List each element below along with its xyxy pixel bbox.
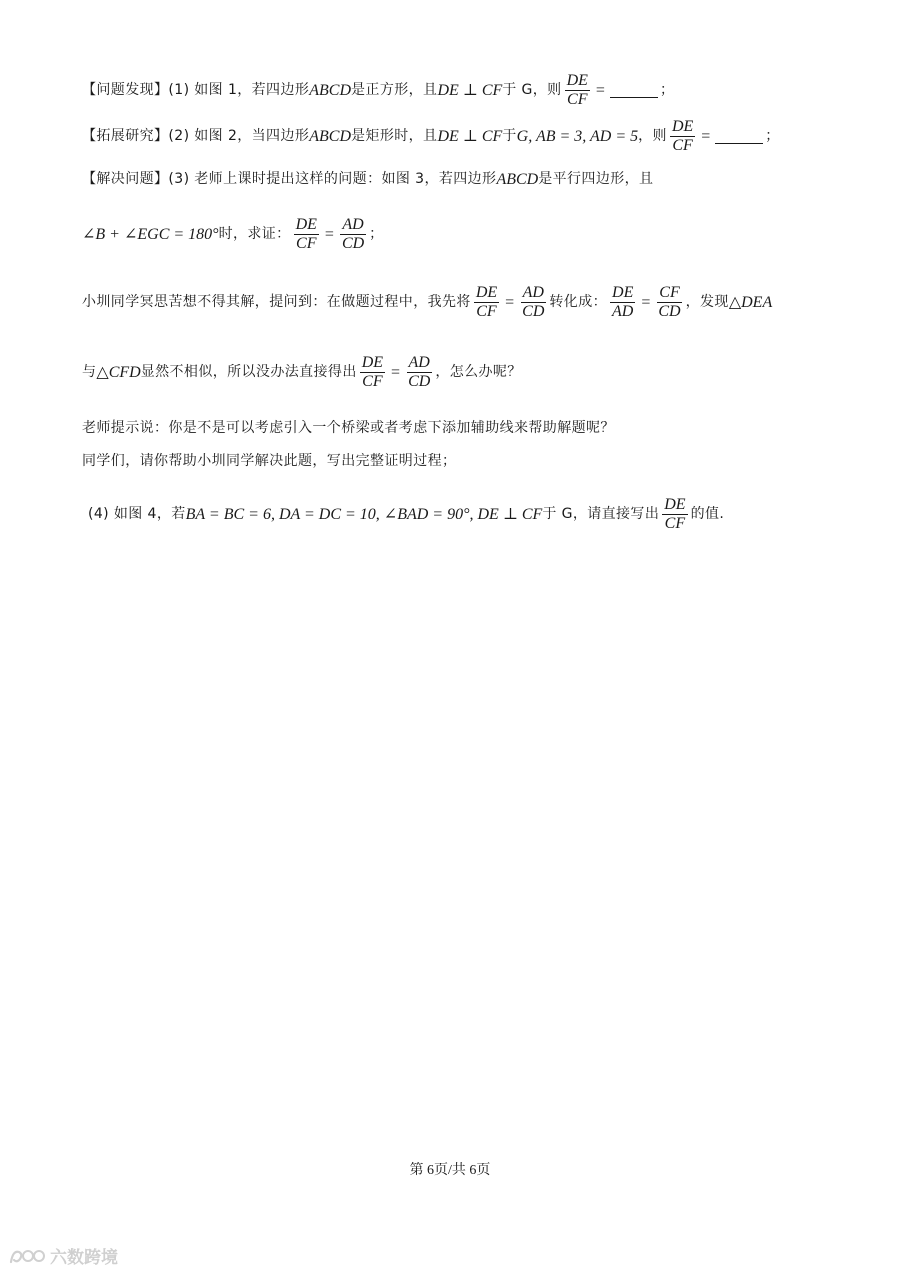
q3-condition: ∠B + ∠EGC = 180° — [82, 226, 219, 244]
q4-condition: BA = BC = 6, DA = DC = 10, ∠BAD = 90°, DE ⊥ CF — [185, 506, 543, 524]
xz-triangle-dea: △DEA — [728, 294, 773, 312]
q2-fraction-numerator: DE — [670, 118, 695, 137]
q3-fraction-2 — [340, 216, 366, 254]
q2-answer-blank — [715, 129, 763, 144]
q4-text-pre: (4) 如图 4，若 — [88, 506, 186, 523]
q3-end: ； — [369, 226, 384, 243]
q2-abcd: ABCD — [309, 128, 352, 146]
xz-line1-pre: 小圳同学冥思苦想不得其解，提问到：在做题过程中，我先将 — [82, 294, 471, 311]
question-3-line-2 — [82, 216, 840, 254]
q3-fraction-2-denominator: CD — [341, 235, 365, 253]
q3-fraction-1-numerator: DE — [294, 216, 319, 235]
xz-fraction-b-numerator: AD — [521, 284, 546, 303]
watermark-text: 六数跨境 — [50, 1248, 118, 1268]
q3-equals: = — [324, 226, 334, 244]
q2-fraction — [670, 118, 695, 156]
xz-fraction-e-numerator: DE — [360, 354, 385, 373]
xz-fraction-d — [656, 284, 682, 322]
xz-fraction-e — [360, 354, 385, 392]
q1-condition: DE ⊥ CF — [437, 82, 503, 100]
q1-abcd: ABCD — [309, 82, 352, 100]
xz-equals-3: = — [391, 364, 401, 382]
xz-equals-2: = — [641, 294, 651, 312]
xz-equals-1: = — [505, 294, 515, 312]
xz-line2-mid: 显然不相似，所以没办法直接得出 — [140, 364, 357, 381]
xiaozhen-line-2 — [82, 354, 840, 392]
xz-fraction-d-numerator: CF — [657, 284, 681, 303]
q1-end: ； — [659, 82, 675, 99]
xz-fraction-f — [406, 354, 432, 392]
xz-fraction-b-denominator: CD — [522, 303, 545, 321]
q2-values: G, AB = 3, AD = 5 — [516, 128, 639, 146]
q3-fraction-1 — [294, 216, 319, 254]
q2-end: ； — [765, 128, 780, 145]
question-3 — [82, 170, 840, 189]
q3-fraction-1-denominator: CF — [296, 235, 317, 253]
xz-fraction-d-denominator: CD — [658, 303, 681, 321]
xz-fraction-a — [474, 284, 499, 322]
q2-comma: ，则 — [638, 128, 667, 145]
question-4 — [88, 496, 840, 534]
q1-text-pre: (1) 如图 1，若四边形 — [168, 82, 310, 99]
q2-fraction-denominator: CF — [672, 137, 693, 155]
watermark-logo-icon — [8, 1247, 46, 1265]
q1-fraction-denominator: CF — [567, 91, 588, 109]
xz-fraction-c-denominator: AD — [612, 303, 634, 321]
q4-fraction-numerator: DE — [662, 496, 687, 515]
q1-text-mid: 是正方形，且 — [351, 82, 438, 99]
xz-fraction-e-denominator: CF — [362, 373, 383, 391]
q3-text-post: 是平行四边形，且 — [538, 171, 654, 188]
xz-fraction-f-numerator: AD — [407, 354, 432, 373]
q2-tag: 【拓展研究】 — [82, 128, 169, 145]
page-footer: 第 6页/共 6页 — [409, 1163, 491, 1178]
q3-abcd: ABCD — [496, 171, 539, 188]
xz-fraction-c — [610, 284, 635, 322]
watermark — [8, 1243, 118, 1268]
xz-triangle-cfd: △CFD — [96, 364, 141, 382]
q1-text-post: 于 G，则 — [502, 82, 562, 99]
xz-fraction-f-denominator: CD — [408, 373, 431, 391]
xz-transform-text: 转化成： — [549, 294, 608, 311]
q1-tag: 【问题发现】 — [82, 82, 169, 99]
xz-fraction-c-numerator: DE — [610, 284, 635, 303]
xz-line2-end: ，怎么办呢？ — [435, 364, 522, 381]
q3-fraction-2-numerator: AD — [340, 216, 365, 235]
q1-answer-blank — [610, 83, 658, 98]
q1-equals: = — [595, 82, 605, 100]
xz-found-text: ，发现 — [685, 294, 729, 311]
q2-text-mid: 是矩形时，且 — [351, 128, 438, 145]
q4-fraction-denominator: CF — [664, 515, 686, 533]
q1-fraction — [565, 72, 590, 110]
q3-tag: 【解决问题】 — [82, 171, 169, 188]
xz-line2-pre: 与 — [82, 364, 97, 381]
q4-text-post: 于 G，请直接写出 — [542, 506, 660, 523]
xiaozhen-line-1 — [82, 284, 840, 322]
question-2 — [82, 118, 840, 156]
xz-fraction-b — [520, 284, 546, 322]
q4-fraction — [662, 496, 687, 534]
xz-fraction-a-numerator: DE — [474, 284, 499, 303]
students-instruction — [82, 453, 840, 470]
xz-fraction-a-denominator: CF — [476, 303, 497, 321]
q2-text-post: 于 — [502, 128, 517, 145]
q1-fraction-numerator: DE — [565, 72, 590, 91]
q2-text-pre: (2) 如图 2，当四边形 — [168, 128, 310, 145]
q2-condition: DE ⊥ CF — [437, 128, 503, 146]
q4-end: 的值. — [690, 506, 725, 523]
q3-prove-text: 时，求证： — [218, 226, 291, 243]
q3-text-pre: (3) 老师上课时提出这样的问题：如图 3，若四边形 — [168, 171, 497, 188]
teacher-hint-text: 老师提示说：你是不是可以考虑引入一个桥梁或者考虑下添加辅助线来帮助解题呢？ — [82, 420, 615, 436]
teacher-hint — [82, 420, 840, 437]
question-1 — [82, 72, 840, 110]
students-instruction-text: 同学们，请你帮助小圳同学解决此题，写出完整证明过程； — [82, 453, 457, 469]
q2-equals: = — [701, 128, 711, 146]
